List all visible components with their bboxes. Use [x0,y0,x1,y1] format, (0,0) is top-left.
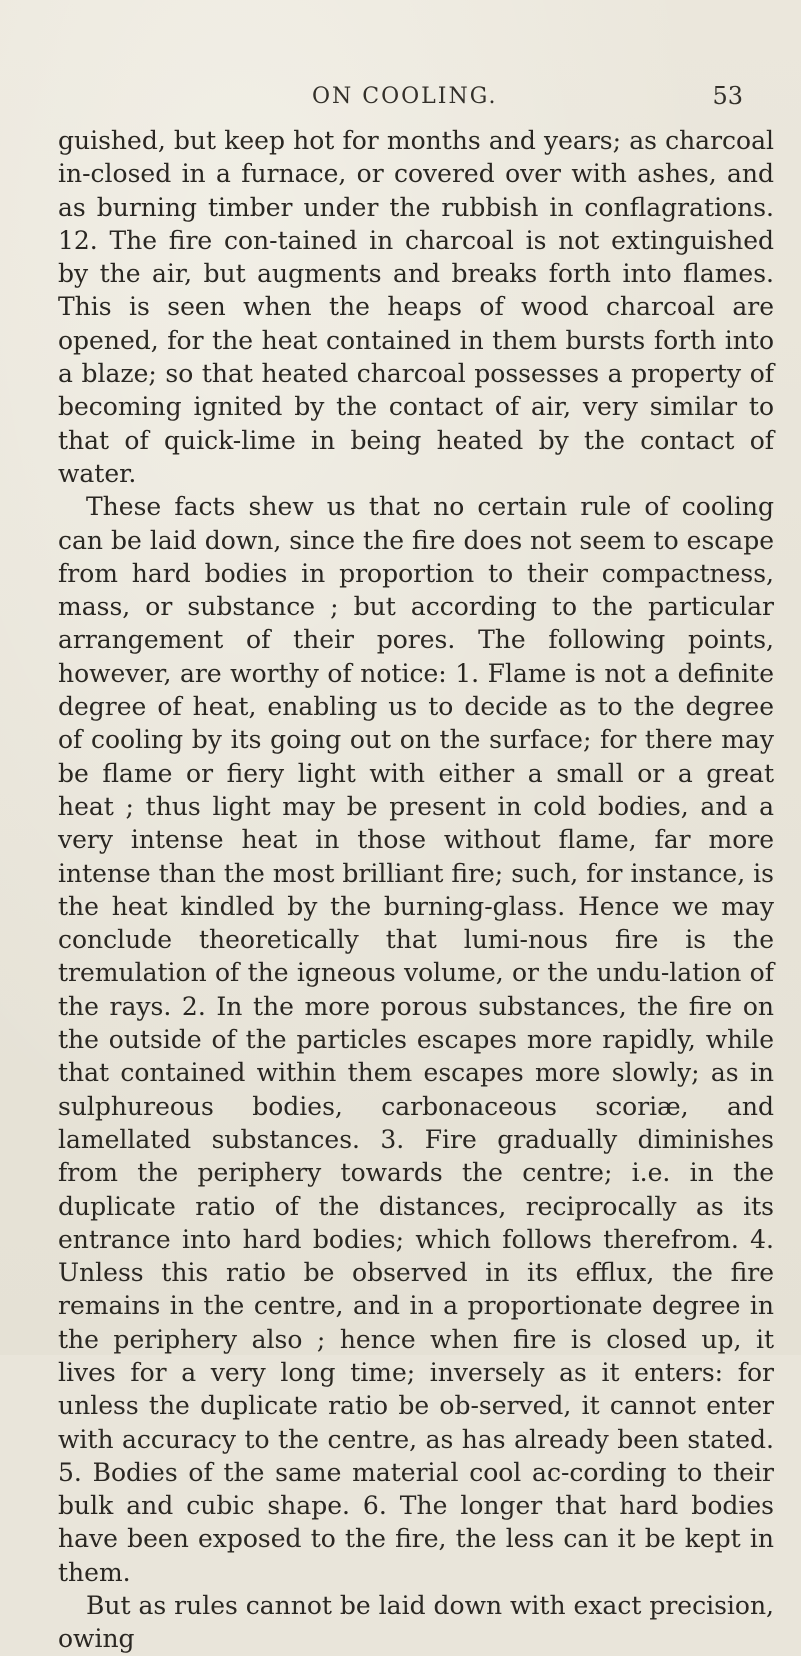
page-number: 53 [712,82,743,110]
paragraph-cooling-rules: These facts shew us that no certain rule of cooling can be laid down, since the fire does not seem to escape from hard bodies in proportion to their compactness, mass, or substance ; but according to the particular arrangement of their pores. The following points, however, are worthy of notice: 1. Flame is not a definite degree of heat, enabling us to decide as to the degree of cooling by its going out on the surface; for there may be flame or fiery light with either a small or a great heat ; thus light may be present in cold bodies, and a very intense heat in those without flame, far more intense than the most brilliant fire; such, for instance, is the heat kindled by the burning-glass. Hence we may conclude theoretically that lumi-nous fire is the tremulation of the igneous volume, or the undu-lation of the rays. 2. In the more porous substances, the fire on the outside of the particles escapes more rapidly, while that contained within them escapes more slowly; as in sulphureous bodies, carbonaceous scoriæ, and lamellated substances. 3. Fire gradually diminishes from the periphery towards the centre; i.e. in the duplicate ratio of the distances, reciprocally as its entrance into hard bodies; which follows therefrom. 4. Unless this ratio be observed in its efflux, the fire remains in the centre, and in a proportionate degree in the periphery also ; hence when fire is closed up, it lives for a very long time; inversely as it enters: for unless the duplicate ratio be ob-served, it cannot enter with accuracy to the centre, as has already been stated. 5. Bodies of the same material cool ac-cording to their bulk and cubic shape. 6. The longer that hard bodies have been exposed to the fire, the less can it be kept in them. [58,492,774,1587]
running-head [0,80,801,112]
running-head-title: ON COOLING. [312,84,498,109]
paragraph-continued: guished, but keep hot for months and years; as charcoal in-closed in a furnace, or covered over with ashes, and as burning timber under the rubbish in conflagrations. 12. The fire con-tained in charcoal is not extinguished by the air, but augments and breaks forth into flames. This is seen when the heaps of wood charcoal are opened, for the heat contained in them bursts forth into a blaze; so that heated charcoal possesses a property of becoming ignited by the contact of air, very similar to that of quick-lime in being heated by the contact of water. [58,126,774,488]
paragraph-closing: But as rules cannot be laid down with exact precision, owing [58,1591,774,1654]
body-text [58,124,774,1656]
